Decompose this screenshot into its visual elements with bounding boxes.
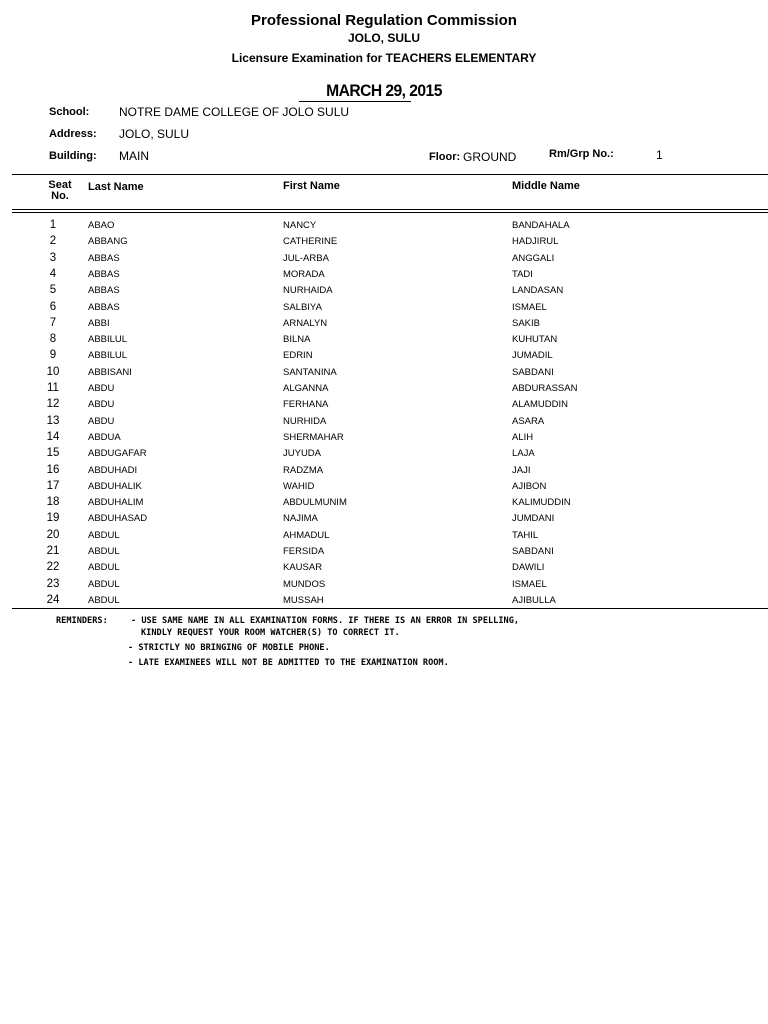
last-name: ABDUL xyxy=(88,578,120,590)
first-name: SANTANINA xyxy=(283,366,337,378)
table-row xyxy=(0,220,768,236)
last-name-column-header: Last Name xyxy=(88,181,144,193)
first-name: NANCY xyxy=(283,220,317,231)
table-bottom-rule xyxy=(12,608,768,609)
seat-number: 20 xyxy=(46,528,60,541)
seat-number: 23 xyxy=(46,577,60,590)
last-name: ABBAS xyxy=(88,301,120,313)
last-name: ABDUHADI xyxy=(88,464,138,476)
first-name: SALBIYA xyxy=(283,301,322,313)
page-title: Professional Regulation Commission xyxy=(251,12,517,29)
last-name: ABDUA xyxy=(88,431,121,443)
middle-name: LANDASAN xyxy=(512,285,564,297)
middle-name: BANDAHALA xyxy=(512,220,570,231)
seat-number: 10 xyxy=(46,365,60,378)
first-name: WAHID xyxy=(283,480,315,492)
table-row xyxy=(0,513,768,529)
first-name: MUSSAH xyxy=(283,594,324,606)
table-row xyxy=(0,399,768,415)
table-row xyxy=(0,383,768,399)
last-name: ABDUL xyxy=(88,562,120,574)
table-row xyxy=(0,579,768,595)
middle-name-column-header: Middle Name xyxy=(512,180,580,192)
last-name: ABDUL xyxy=(88,529,120,541)
date-underline xyxy=(299,101,411,102)
table-row xyxy=(0,465,768,481)
table-row xyxy=(0,236,768,252)
seat-number: 15 xyxy=(46,447,60,460)
middle-name: HADJIRUL xyxy=(512,236,559,248)
last-name: ABDU xyxy=(88,415,115,427)
first-name: ARNALYN xyxy=(283,317,328,329)
middle-name: AJIBULLA xyxy=(512,594,556,606)
middle-name: SABDANI xyxy=(512,366,554,378)
school-value: NOTRE DAME COLLEGE OF JOLO SULU xyxy=(119,105,350,119)
first-name: ALGANNA xyxy=(283,383,329,394)
first-name: JUYUDA xyxy=(283,448,322,460)
exam-title: Licensure Examination for TEACHERS ELEMENTARY xyxy=(231,51,537,65)
last-name: ABDU xyxy=(88,383,115,394)
first-name: KAUSAR xyxy=(283,562,323,574)
last-name: ABDUHALIM xyxy=(88,497,144,509)
table-row xyxy=(0,497,768,513)
reminder-line-1: - USE SAME NAME IN ALL EXAMINATION FORMS. IF THERE IS AN ERROR IN SPELLING, xyxy=(131,616,520,626)
address-value: JOLO, SULU xyxy=(119,127,190,141)
last-name: ABDUL xyxy=(88,594,120,606)
first-name: AHMADUL xyxy=(283,529,330,541)
middle-name: KUHUTAN xyxy=(512,334,558,346)
seat-number: 16 xyxy=(46,463,60,476)
first-name: FERHANA xyxy=(283,399,329,411)
last-name: ABDU xyxy=(88,399,115,411)
seat-number: 19 xyxy=(46,512,60,525)
last-name: ABBAS xyxy=(88,285,120,297)
first-name: ABDULMUNIM xyxy=(283,497,347,509)
first-name: EDRIN xyxy=(283,350,313,362)
middle-name: ANGGALI xyxy=(512,252,555,264)
table-row xyxy=(0,302,768,318)
last-name: ABBILUL xyxy=(88,350,128,362)
middle-name: DAWILI xyxy=(512,562,545,574)
middle-name: TADI xyxy=(512,268,533,280)
last-name: ABBAS xyxy=(88,252,120,264)
seat-number: 1 xyxy=(49,219,57,231)
table-row xyxy=(0,448,768,464)
school-label: School: xyxy=(49,106,90,118)
first-name: NURHAIDA xyxy=(283,285,333,297)
middle-name: ALAMUDDIN xyxy=(512,399,568,411)
table-row xyxy=(0,481,768,497)
room-label: Rm/Grp No.: xyxy=(549,148,614,160)
last-name: ABDUL xyxy=(88,546,120,557)
seat-number: 2 xyxy=(49,235,57,248)
room-value: 1 xyxy=(656,148,663,162)
reminder-line-4: - LATE EXAMINEES WILL NOT BE ADMITTED TO THE EXAMINATION ROOM. xyxy=(128,658,449,668)
seat-number: 7 xyxy=(49,316,57,329)
seat-number: 17 xyxy=(46,479,60,492)
middle-name: SAKIB xyxy=(512,317,540,329)
exam-date: MARCH 29, 2015 xyxy=(326,81,442,100)
seat-number: 21 xyxy=(46,545,60,557)
reminder-line-3: - STRICTLY NO BRINGING OF MOBILE PHONE. xyxy=(128,643,330,653)
reminder-line-2: KINDLY REQUEST YOUR ROOM WATCHER(S) TO CORRECT IT. xyxy=(141,628,400,638)
seat-number: 22 xyxy=(46,561,60,574)
seat-header-line2: No. xyxy=(51,190,69,202)
seat-number: 13 xyxy=(46,414,60,427)
table-row xyxy=(0,253,768,269)
table-row xyxy=(0,432,768,448)
seat-number: 3 xyxy=(49,251,57,264)
middle-name: KALIMUDDIN xyxy=(512,497,571,509)
first-name: MORADA xyxy=(283,268,325,280)
seat-number: 14 xyxy=(46,430,60,443)
last-name: ABDUGAFAR xyxy=(88,448,147,460)
first-name: FERSIDA xyxy=(283,546,325,557)
first-name: SHERMAHAR xyxy=(283,431,344,443)
table-row xyxy=(0,318,768,334)
middle-name: ISMAEL xyxy=(512,578,547,590)
address-label: Address: xyxy=(49,128,97,140)
table-row xyxy=(0,562,768,578)
seat-number: 8 xyxy=(49,333,57,346)
table-row xyxy=(0,416,768,432)
seat-column-header xyxy=(40,180,80,202)
building-label: Building: xyxy=(49,150,97,162)
table-row xyxy=(0,285,768,301)
table-row xyxy=(0,530,768,546)
first-name: RADZMA xyxy=(283,464,324,476)
last-name: ABBILUL xyxy=(88,334,128,346)
last-name: ABBAS xyxy=(88,268,120,280)
middle-name: ISMAEL xyxy=(512,301,547,313)
middle-name: JUMDANI xyxy=(512,513,555,525)
floor-value: GROUND xyxy=(463,150,517,164)
seat-number: 6 xyxy=(49,300,57,313)
floor-label: Floor: xyxy=(429,151,461,163)
seat-number: 9 xyxy=(49,349,57,362)
seat-number: 11 xyxy=(47,382,59,394)
first-name: BILNA xyxy=(283,334,311,346)
middle-name: LAJA xyxy=(512,448,535,460)
table-header-rule-1 xyxy=(12,209,768,210)
seat-number: 24 xyxy=(46,593,60,606)
reminders-label: REMINDERS: xyxy=(56,616,108,626)
middle-name: TAHIL xyxy=(512,529,539,541)
seat-number: 12 xyxy=(46,398,60,411)
middle-name: ALIH xyxy=(512,431,534,443)
table-header-rule-2 xyxy=(12,212,768,213)
table-row xyxy=(0,350,768,366)
last-name: ABBISANI xyxy=(88,366,132,378)
table-row xyxy=(0,367,768,383)
first-name: JUL-ARBA xyxy=(283,252,329,264)
last-name: ABBANG xyxy=(88,236,128,248)
seat-header-line1: Seat xyxy=(48,179,72,191)
middle-name: ASARA xyxy=(512,415,545,427)
building-value: MAIN xyxy=(119,149,149,163)
table-row xyxy=(0,269,768,285)
first-name: NURHIDA xyxy=(283,415,327,427)
table-row xyxy=(0,334,768,350)
location-subtitle: JOLO, SULU xyxy=(347,31,420,45)
seat-number: 4 xyxy=(49,267,57,280)
middle-name: ABDURASSAN xyxy=(512,383,578,394)
table-top-rule xyxy=(12,174,768,175)
middle-name: JUMADIL xyxy=(512,350,553,362)
last-name: ABDUHALIK xyxy=(88,480,142,492)
first-name-column-header: First Name xyxy=(283,180,340,192)
last-name: ABAO xyxy=(88,220,115,231)
last-name: ABBI xyxy=(88,317,110,329)
middle-name: SABDANI xyxy=(512,546,554,557)
middle-name: AJIBON xyxy=(512,480,547,492)
seat-number: 5 xyxy=(49,284,57,297)
table-row xyxy=(0,546,768,562)
first-name: NAJIMA xyxy=(283,513,318,525)
last-name: ABDUHASAD xyxy=(88,513,148,525)
seat-number: 18 xyxy=(46,496,60,509)
middle-name: JAJI xyxy=(512,464,531,476)
first-name: CATHERINE xyxy=(283,236,338,248)
first-name: MUNDOS xyxy=(283,578,326,590)
